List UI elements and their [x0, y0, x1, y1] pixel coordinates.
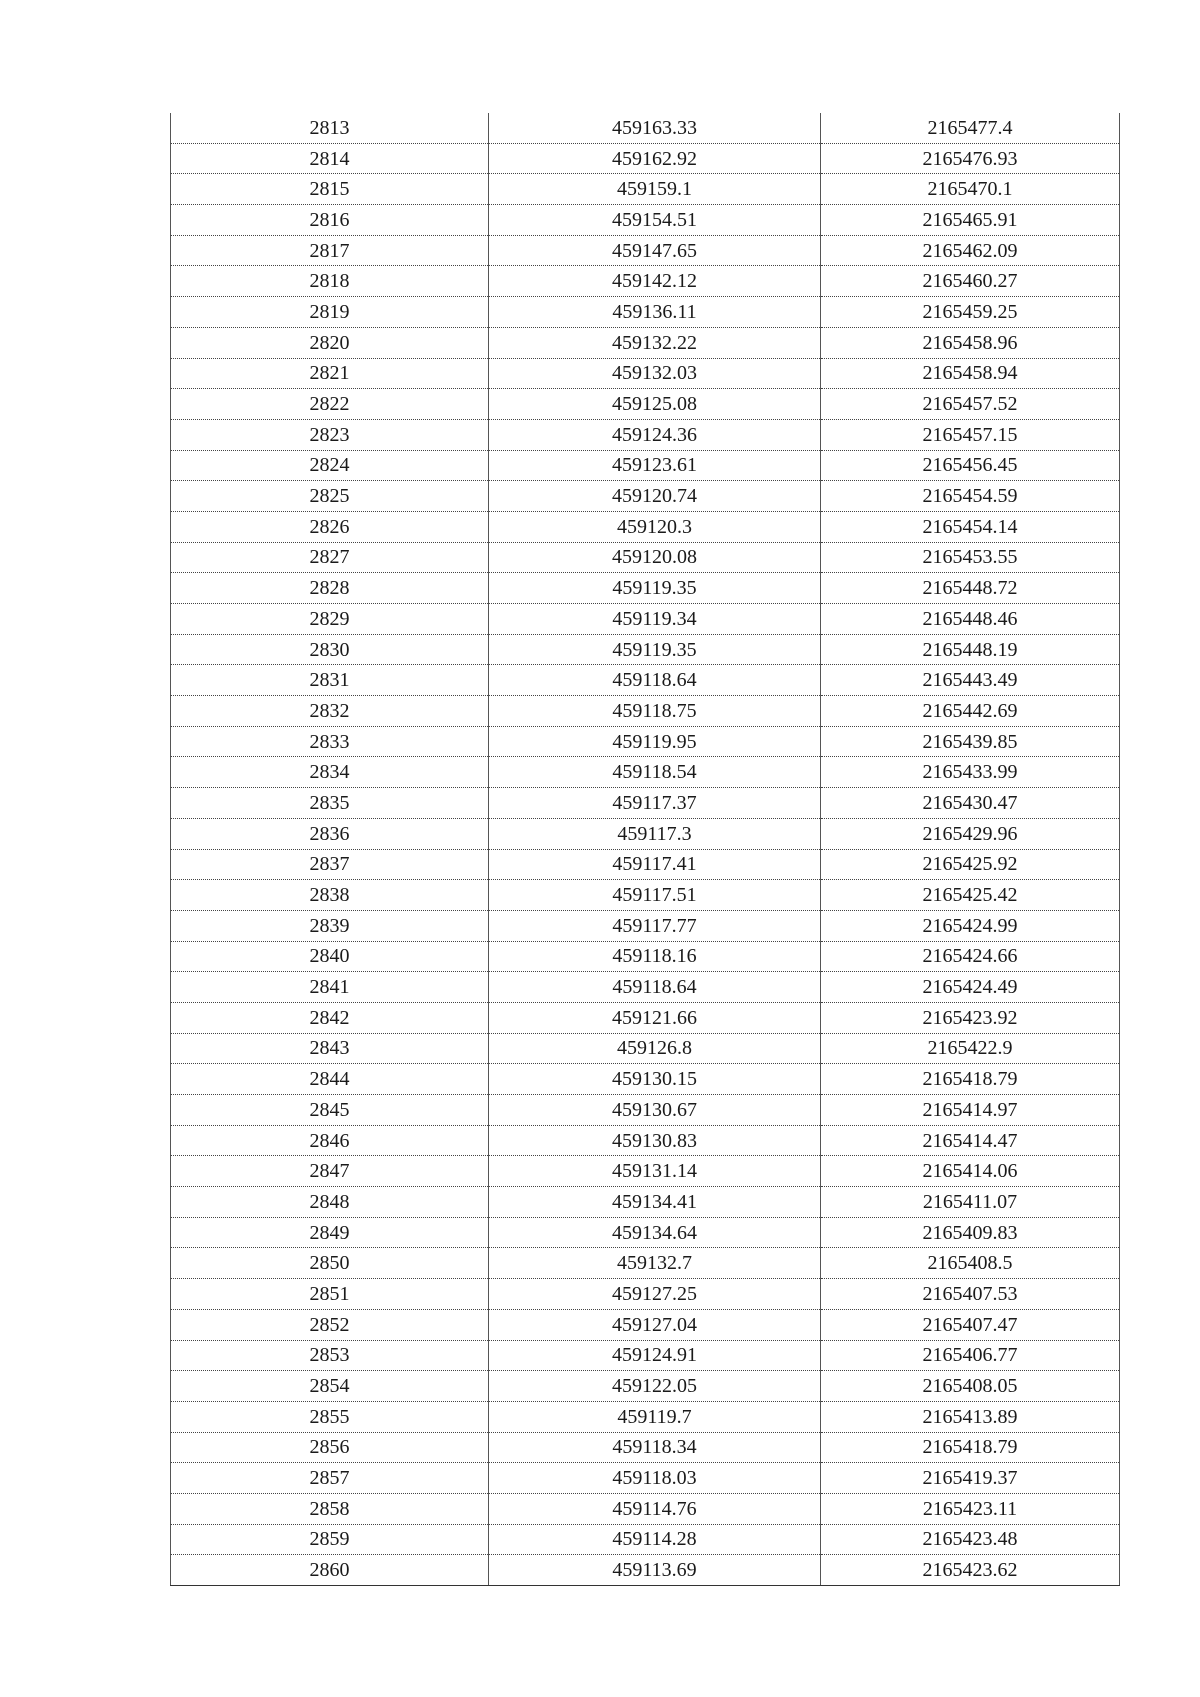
point-number-cell: 2820	[171, 327, 489, 358]
y-coordinate-cell: 2165422.9	[821, 1033, 1120, 1064]
point-number-cell: 2825	[171, 481, 489, 512]
point-number-cell: 2841	[171, 972, 489, 1003]
table-row	[171, 358, 1120, 389]
y-coordinate-cell: 2165424.66	[821, 941, 1120, 972]
table-row	[171, 266, 1120, 297]
x-coordinate-cell: 459124.91	[489, 1340, 821, 1371]
table-row	[171, 1002, 1120, 1033]
x-coordinate-cell: 459123.61	[489, 450, 821, 481]
table-row	[171, 389, 1120, 420]
table-row	[171, 849, 1120, 880]
x-coordinate-cell: 459118.75	[489, 696, 821, 727]
y-coordinate-cell: 2165476.93	[821, 143, 1120, 174]
y-coordinate-cell: 2165423.92	[821, 1002, 1120, 1033]
point-number-cell: 2817	[171, 235, 489, 266]
x-coordinate-cell: 459119.95	[489, 726, 821, 757]
table-row	[171, 481, 1120, 512]
y-coordinate-cell: 2165418.79	[821, 1432, 1120, 1463]
point-number-cell: 2830	[171, 634, 489, 665]
table-row	[171, 1371, 1120, 1402]
point-number-cell: 2845	[171, 1095, 489, 1126]
x-coordinate-cell: 459118.16	[489, 941, 821, 972]
table-row	[171, 1340, 1120, 1371]
point-number-cell: 2836	[171, 818, 489, 849]
x-coordinate-cell: 459134.41	[489, 1187, 821, 1218]
x-coordinate-cell: 459131.14	[489, 1156, 821, 1187]
x-coordinate-cell: 459125.08	[489, 389, 821, 420]
point-number-cell: 2818	[171, 266, 489, 297]
table-row	[171, 297, 1120, 328]
table-row	[171, 910, 1120, 941]
coordinate-table	[170, 113, 1120, 1586]
point-number-cell: 2822	[171, 389, 489, 420]
y-coordinate-cell: 2165425.42	[821, 880, 1120, 911]
x-coordinate-cell: 459163.33	[489, 113, 821, 143]
point-number-cell: 2854	[171, 1371, 489, 1402]
table-row	[171, 573, 1120, 604]
y-coordinate-cell: 2165462.09	[821, 235, 1120, 266]
y-coordinate-cell: 2165430.47	[821, 788, 1120, 819]
y-coordinate-cell: 2165414.47	[821, 1125, 1120, 1156]
y-coordinate-cell: 2165407.47	[821, 1309, 1120, 1340]
table-row	[171, 1524, 1120, 1555]
x-coordinate-cell: 459117.3	[489, 818, 821, 849]
point-number-cell: 2814	[171, 143, 489, 174]
y-coordinate-cell: 2165433.99	[821, 757, 1120, 788]
point-number-cell: 2846	[171, 1125, 489, 1156]
x-coordinate-cell: 459132.7	[489, 1248, 821, 1279]
point-number-cell: 2834	[171, 757, 489, 788]
point-number-cell: 2838	[171, 880, 489, 911]
x-coordinate-cell: 459118.54	[489, 757, 821, 788]
table-row	[171, 511, 1120, 542]
table-row	[171, 818, 1120, 849]
table-row	[171, 665, 1120, 696]
y-coordinate-cell: 2165448.72	[821, 573, 1120, 604]
point-number-cell: 2847	[171, 1156, 489, 1187]
table-row	[171, 726, 1120, 757]
table-row	[171, 1432, 1120, 1463]
x-coordinate-cell: 459117.51	[489, 880, 821, 911]
y-coordinate-cell: 2165448.46	[821, 604, 1120, 635]
table-row	[171, 941, 1120, 972]
table-row	[171, 788, 1120, 819]
x-coordinate-cell: 459114.76	[489, 1493, 821, 1524]
y-coordinate-cell: 2165408.5	[821, 1248, 1120, 1279]
point-number-cell: 2831	[171, 665, 489, 696]
point-number-cell: 2819	[171, 297, 489, 328]
table-row	[171, 1187, 1120, 1218]
table-row	[171, 174, 1120, 205]
table-row	[171, 696, 1120, 727]
x-coordinate-cell: 459132.22	[489, 327, 821, 358]
x-coordinate-cell: 459136.11	[489, 297, 821, 328]
point-number-cell: 2826	[171, 511, 489, 542]
table-row	[171, 972, 1120, 1003]
y-coordinate-cell: 2165423.48	[821, 1524, 1120, 1555]
point-number-cell: 2844	[171, 1064, 489, 1095]
y-coordinate-cell: 2165423.11	[821, 1493, 1120, 1524]
table-row	[171, 1555, 1120, 1586]
point-number-cell: 2821	[171, 358, 489, 389]
point-number-cell: 2858	[171, 1493, 489, 1524]
table-row	[171, 1125, 1120, 1156]
y-coordinate-cell: 2165448.19	[821, 634, 1120, 665]
table-row	[171, 143, 1120, 174]
x-coordinate-cell: 459127.04	[489, 1309, 821, 1340]
point-number-cell: 2829	[171, 604, 489, 635]
x-coordinate-cell: 459130.67	[489, 1095, 821, 1126]
y-coordinate-cell: 2165470.1	[821, 174, 1120, 205]
y-coordinate-cell: 2165477.4	[821, 113, 1120, 143]
point-number-cell: 2850	[171, 1248, 489, 1279]
table-row	[171, 113, 1120, 143]
x-coordinate-cell: 459119.34	[489, 604, 821, 635]
point-number-cell: 2855	[171, 1401, 489, 1432]
x-coordinate-cell: 459117.41	[489, 849, 821, 880]
coordinate-table-body	[171, 113, 1120, 1586]
table-row	[171, 542, 1120, 573]
x-coordinate-cell: 459159.1	[489, 174, 821, 205]
x-coordinate-cell: 459119.35	[489, 634, 821, 665]
x-coordinate-cell: 459124.36	[489, 419, 821, 450]
point-number-cell: 2859	[171, 1524, 489, 1555]
table-row	[171, 1033, 1120, 1064]
y-coordinate-cell: 2165424.99	[821, 910, 1120, 941]
x-coordinate-cell: 459142.12	[489, 266, 821, 297]
point-number-cell: 2827	[171, 542, 489, 573]
y-coordinate-cell: 2165423.62	[821, 1555, 1120, 1586]
table-row	[171, 604, 1120, 635]
x-coordinate-cell: 459120.08	[489, 542, 821, 573]
y-coordinate-cell: 2165414.97	[821, 1095, 1120, 1126]
y-coordinate-cell: 2165409.83	[821, 1217, 1120, 1248]
x-coordinate-cell: 459121.66	[489, 1002, 821, 1033]
y-coordinate-cell: 2165429.96	[821, 818, 1120, 849]
y-coordinate-cell: 2165454.14	[821, 511, 1120, 542]
point-number-cell: 2856	[171, 1432, 489, 1463]
point-number-cell: 2853	[171, 1340, 489, 1371]
x-coordinate-cell: 459117.77	[489, 910, 821, 941]
y-coordinate-cell: 2165419.37	[821, 1463, 1120, 1494]
point-number-cell: 2815	[171, 174, 489, 205]
table-row	[171, 1279, 1120, 1310]
table-row	[171, 235, 1120, 266]
x-coordinate-cell: 459126.8	[489, 1033, 821, 1064]
y-coordinate-cell: 2165418.79	[821, 1064, 1120, 1095]
point-number-cell: 2843	[171, 1033, 489, 1064]
point-number-cell: 2813	[171, 113, 489, 143]
point-number-cell: 2824	[171, 450, 489, 481]
table-row	[171, 1064, 1120, 1095]
table-row	[171, 205, 1120, 236]
x-coordinate-cell: 459162.92	[489, 143, 821, 174]
point-number-cell: 2828	[171, 573, 489, 604]
table-row	[171, 1217, 1120, 1248]
table-row	[171, 1309, 1120, 1340]
table-row	[171, 757, 1120, 788]
point-number-cell: 2849	[171, 1217, 489, 1248]
table-row	[171, 1156, 1120, 1187]
table-row	[171, 1493, 1120, 1524]
x-coordinate-cell: 459118.64	[489, 972, 821, 1003]
y-coordinate-cell: 2165454.59	[821, 481, 1120, 512]
x-coordinate-cell: 459119.35	[489, 573, 821, 604]
x-coordinate-cell: 459119.7	[489, 1401, 821, 1432]
table-row	[171, 1248, 1120, 1279]
point-number-cell: 2823	[171, 419, 489, 450]
point-number-cell: 2857	[171, 1463, 489, 1494]
point-number-cell: 2852	[171, 1309, 489, 1340]
y-coordinate-cell: 2165406.77	[821, 1340, 1120, 1371]
point-number-cell: 2839	[171, 910, 489, 941]
x-coordinate-cell: 459127.25	[489, 1279, 821, 1310]
x-coordinate-cell: 459122.05	[489, 1371, 821, 1402]
point-number-cell: 2833	[171, 726, 489, 757]
point-number-cell: 2840	[171, 941, 489, 972]
y-coordinate-cell: 2165414.06	[821, 1156, 1120, 1187]
table-row	[171, 880, 1120, 911]
y-coordinate-cell: 2165465.91	[821, 205, 1120, 236]
y-coordinate-cell: 2165408.05	[821, 1371, 1120, 1402]
y-coordinate-cell: 2165459.25	[821, 297, 1120, 328]
y-coordinate-cell: 2165424.49	[821, 972, 1120, 1003]
y-coordinate-cell: 2165458.94	[821, 358, 1120, 389]
x-coordinate-cell: 459113.69	[489, 1555, 821, 1586]
table-row	[171, 419, 1120, 450]
y-coordinate-cell: 2165458.96	[821, 327, 1120, 358]
point-number-cell: 2832	[171, 696, 489, 727]
x-coordinate-cell: 459120.3	[489, 511, 821, 542]
x-coordinate-cell: 459132.03	[489, 358, 821, 389]
y-coordinate-cell: 2165443.49	[821, 665, 1120, 696]
table-row	[171, 1095, 1120, 1126]
point-number-cell: 2835	[171, 788, 489, 819]
point-number-cell: 2848	[171, 1187, 489, 1218]
x-coordinate-cell: 459147.65	[489, 235, 821, 266]
y-coordinate-cell: 2165457.52	[821, 389, 1120, 420]
point-number-cell: 2842	[171, 1002, 489, 1033]
y-coordinate-cell: 2165413.89	[821, 1401, 1120, 1432]
x-coordinate-cell: 459118.03	[489, 1463, 821, 1494]
table-row	[171, 327, 1120, 358]
y-coordinate-cell: 2165457.15	[821, 419, 1120, 450]
point-number-cell: 2816	[171, 205, 489, 236]
y-coordinate-cell: 2165411.07	[821, 1187, 1120, 1218]
y-coordinate-cell: 2165456.45	[821, 450, 1120, 481]
x-coordinate-cell: 459130.15	[489, 1064, 821, 1095]
table-row	[171, 1401, 1120, 1432]
x-coordinate-cell: 459154.51	[489, 205, 821, 236]
x-coordinate-cell: 459117.37	[489, 788, 821, 819]
table-row	[171, 634, 1120, 665]
point-number-cell: 2860	[171, 1555, 489, 1586]
y-coordinate-cell: 2165442.69	[821, 696, 1120, 727]
y-coordinate-cell: 2165407.53	[821, 1279, 1120, 1310]
table-row	[171, 450, 1120, 481]
x-coordinate-cell: 459130.83	[489, 1125, 821, 1156]
x-coordinate-cell: 459118.34	[489, 1432, 821, 1463]
y-coordinate-cell: 2165439.85	[821, 726, 1120, 757]
x-coordinate-cell: 459114.28	[489, 1524, 821, 1555]
y-coordinate-cell: 2165453.55	[821, 542, 1120, 573]
x-coordinate-cell: 459134.64	[489, 1217, 821, 1248]
y-coordinate-cell: 2165460.27	[821, 266, 1120, 297]
x-coordinate-cell: 459118.64	[489, 665, 821, 696]
x-coordinate-cell: 459120.74	[489, 481, 821, 512]
table-row	[171, 1463, 1120, 1494]
point-number-cell: 2851	[171, 1279, 489, 1310]
y-coordinate-cell: 2165425.92	[821, 849, 1120, 880]
point-number-cell: 2837	[171, 849, 489, 880]
